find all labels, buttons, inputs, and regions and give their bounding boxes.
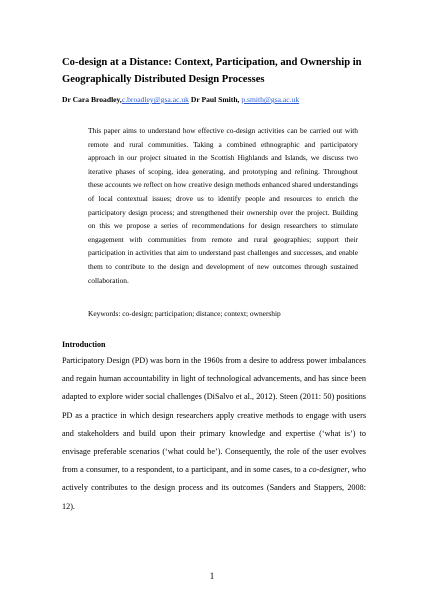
introduction-heading: Introduction [62,340,106,349]
author2-email-link[interactable]: p.smith@gsa.ac.uk [241,95,300,104]
page-number: 1 [209,571,215,581]
introduction-text-part2: , who actively contributes to the design process and its outcomes (Sanders and Stappers, 2008: 12). [62,465,366,511]
author-line [62,94,392,106]
abstract: This paper aims to understand how effective co-design activities can be carried out with remote and rural communities. Taking a combined ethnographic and participatory approach in our project situated in the Scottish Highlands and Islands, we discuss two iterative phases of scoping, idea generating, and prototyping and refining. Throughout these accounts we reflect on how creative design methods enhanced shared understandings of local contextual issues; drove us to identify people and resources to enrich the participatory design process; and strengthened their ownership over the project. Building on this we propose a series of recommendations for design researchers to stimulate engagement with communities from remote and rural geographies; support their participation in activities that aim to understand past challenges and successes, and enable them to contribute to the design and development of new outcomes through sustained collaboration. [88,126,358,285]
author2-name: Dr Paul Smith, [190,95,240,104]
author1-email-link[interactable]: c.broadley@gsa.ac.uk [121,95,189,104]
author1-name: Dr Cara Broadley, [62,95,122,104]
keywords: Keywords: co-design; participation; distance; context; ownership [88,309,281,318]
introduction-paragraph [62,352,366,516]
paper-title: Co-design at a Distance: Context, Participation, and Ownership in Geographically Distributed Design Processes [62,57,362,85]
introduction-text-part1: Participatory Design (PD) was born in the 1960s from a desire to address power imbalances and regain human accountability in light of technological advancements, and has since been adapted to explore wider social challenges (DiSalvo et al., 2012). Steen (2011: 50) positions PD as a practice in which design researchers apply creative methods to engage with users and stakeholders and build upon their primary knowledge and expertise (‘what is’) to envisage preferable scenarios (‘what could be’). Consequently, the role of the user evolves from a consumer, to a respondent, to a participant, and in some cases, to a [62,356,366,475]
introduction-text-italic: co-designer [308,465,348,475]
